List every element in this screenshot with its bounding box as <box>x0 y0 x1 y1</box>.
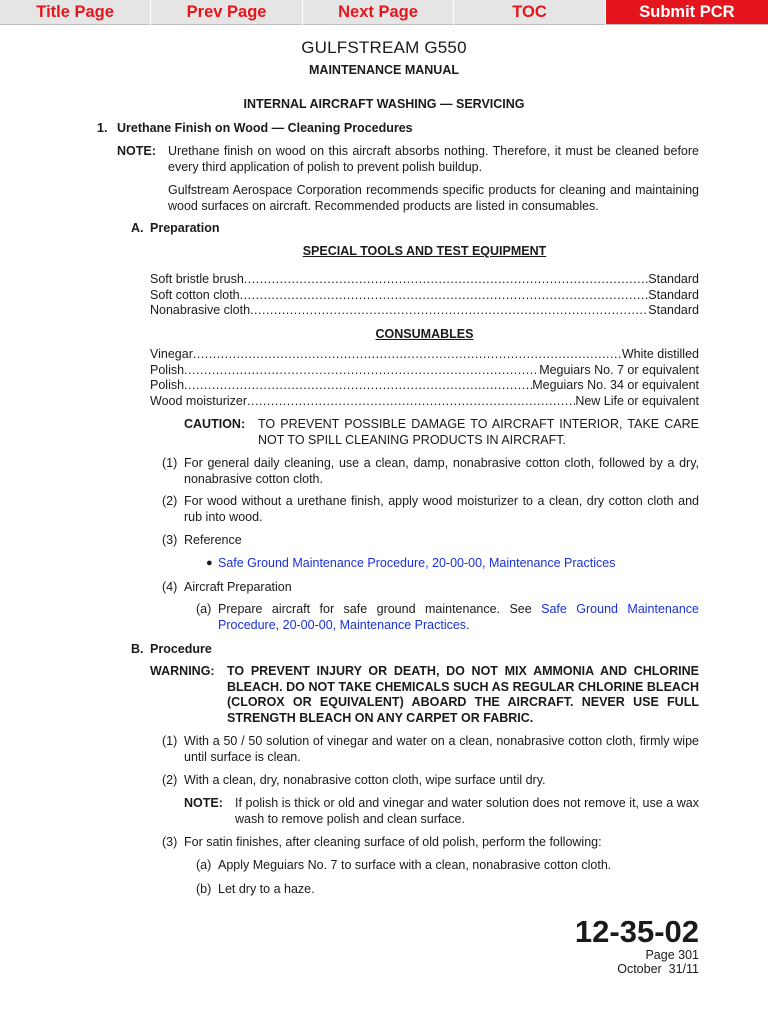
consumables-list <box>150 347 699 409</box>
proc-step-1-num: (1) <box>162 734 178 748</box>
submit-pcr-button[interactable]: Submit PCR <box>606 0 768 25</box>
prep-title: Preparation <box>150 221 220 235</box>
consumable-row <box>150 378 699 394</box>
consumable-value: Meguiars No. 7 or equivalent <box>539 362 699 377</box>
tool-name: Nonabrasive cloth <box>150 303 251 317</box>
proc-step-2-text: With a clean, dry, nonabrasive cotton cloth, wipe surface until dry. <box>184 773 546 787</box>
title-page-button[interactable]: Title Page <box>0 0 150 25</box>
proc-sub-b-num: (b) <box>196 882 212 896</box>
prep-sub-a-body: Prepare aircraft for safe ground maintenance. See <box>218 602 532 616</box>
prep-sub-a-text: Prepare aircraft for safe ground maintenance. See Safe Ground Maintenance Procedure, 20-00-00, Maintenance Practices. <box>218 602 699 632</box>
note-text: Urethane finish on wood on this aircraft absorbs nothing. Therefore, it must be cleaned before every third application of polish to prevent polish buildup. <box>168 144 699 174</box>
consumables-heading: CONSUMABLES <box>375 327 474 341</box>
consumable-value: Meguiars No. 34 or equivalent <box>532 378 699 392</box>
toc-button[interactable]: TOC <box>454 0 604 25</box>
document-title: GULFSTREAM G550 <box>301 38 467 57</box>
proc-step-3-num: (3) <box>162 835 178 849</box>
safe-ground-link[interactable]: Safe Ground Maintenance Procedure, 20-00-00, Maintenance Practices <box>218 602 699 632</box>
consumable-row <box>150 363 699 379</box>
consumable-name: Wood moisturizer <box>150 393 248 408</box>
tool-row <box>150 288 699 304</box>
prev-page-button[interactable]: Prev Page <box>151 0 301 25</box>
consumable-row <box>150 394 699 410</box>
section-1-number: 1. <box>97 121 108 135</box>
bullet-icon: ● <box>206 557 213 569</box>
caution-text: TO PREVENT POSSIBLE DAMAGE TO AIRCRAFT INTERIOR, TAKE CARE NOT TO SPILL CLEANING PRODUCTS IN AIRCRAFT. <box>258 417 699 447</box>
prep-step-2-text: For wood without a urethane finish, apply wood moisturizer to a clean, dry cotton cloth and rub into wood. <box>184 494 699 524</box>
revision-date: October 31/11 <box>617 962 699 976</box>
nav-bar <box>0 0 768 27</box>
proc-step-3-text: For satin finishes, after cleaning surface of old polish, perform the following: <box>184 835 602 849</box>
document-id: 12-35-02 <box>574 914 699 949</box>
prep-sub-a-num: (a) <box>196 602 212 616</box>
tool-name: Soft cotton cloth <box>150 287 240 302</box>
warning-label: WARNING: <box>150 664 215 678</box>
reference-link[interactable]: Safe Ground Maintenance Procedure, 20-00-00, Maintenance Practices <box>218 556 616 570</box>
prep-step-4-text: Aircraft Preparation <box>184 580 292 594</box>
proc-note-text: If polish is thick or old and vinegar and water solution does not remove it, use a wax wash to remove polish and clean surface. <box>235 796 699 826</box>
proc-title: Procedure <box>150 642 212 656</box>
caution-label: CAUTION: <box>184 417 246 431</box>
consumable-row <box>150 347 699 363</box>
section-1-title: Urethane Finish on Wood — Cleaning Procedures <box>117 121 413 135</box>
warning-text: TO PREVENT INJURY OR DEATH, DO NOT MIX AMMONIA AND CHLORINE BLEACH. DO NOT TAKE CHEMICALS SUCH AS REGULAR CHLORINE BLEACH (CLOROX OR EQUIVALENT) ABOARD THE AIRCRAFT. NEVER USE FULL STRENGTH BLEACH ON ANY CARPET OR FABRIC. <box>227 664 699 725</box>
proc-sub-b-text: Let dry to a haze. <box>218 882 315 896</box>
consumable-name: Polish <box>150 362 185 377</box>
page-number: Page 301 <box>645 948 699 962</box>
proc-step-1-text: With a 50 / 50 solution of vinegar and water on a clean, nonabrasive cotton cloth, firmly wipe until surface is clean. <box>184 734 699 764</box>
tool-value: Standard <box>648 272 699 286</box>
tool-value: Standard <box>648 303 699 317</box>
tool-row <box>150 272 699 288</box>
prep-step-1-num: (1) <box>162 456 178 470</box>
prep-step-2-num: (2) <box>162 494 178 508</box>
document-subtitle: MAINTENANCE MANUAL <box>309 63 459 77</box>
proc-step-2-num: (2) <box>162 773 178 787</box>
tool-name: Soft bristle brush <box>150 272 244 286</box>
consumable-value: White distilled <box>621 347 699 361</box>
next-page-button[interactable]: Next Page <box>303 0 453 25</box>
consumable-name: Vinegar <box>150 347 193 361</box>
prep-step-1-text: For general daily cleaning, use a clean, damp, nonabrasive cotton cloth, followed by a dry, nonabrasive cotton cloth. <box>184 456 699 486</box>
prep-step-3-text: Reference <box>184 533 242 547</box>
tool-row <box>150 303 699 319</box>
note-label: NOTE: <box>117 144 156 158</box>
proc-sub-a-num: (a) <box>196 858 212 872</box>
prep-step-3-num: (3) <box>162 533 178 547</box>
tools-list <box>150 272 699 319</box>
section-title: INTERNAL AIRCRAFT WASHING — SERVICING <box>243 97 525 111</box>
prep-step-4-num: (4) <box>162 580 178 594</box>
consumable-name: Polish <box>150 378 185 392</box>
proc-note-label: NOTE: <box>184 796 223 810</box>
proc-sub-a-text: Apply Meguiars No. 7 to surface with a clean, nonabrasive cotton cloth. <box>218 858 612 872</box>
page-info <box>617 948 699 976</box>
consumable-value: New Life or equivalent <box>575 393 699 408</box>
tool-value: Standard <box>648 287 699 302</box>
note-text-2: Gulfstream Aerospace Corporation recommends specific products for cleaning and maintaining wood surfaces on aircraft. Recommended products are listed in consumables. <box>168 183 699 213</box>
tools-heading: SPECIAL TOOLS AND TEST EQUIPMENT <box>302 244 547 258</box>
prep-letter: A. <box>131 221 144 235</box>
proc-letter: B. <box>131 642 144 656</box>
